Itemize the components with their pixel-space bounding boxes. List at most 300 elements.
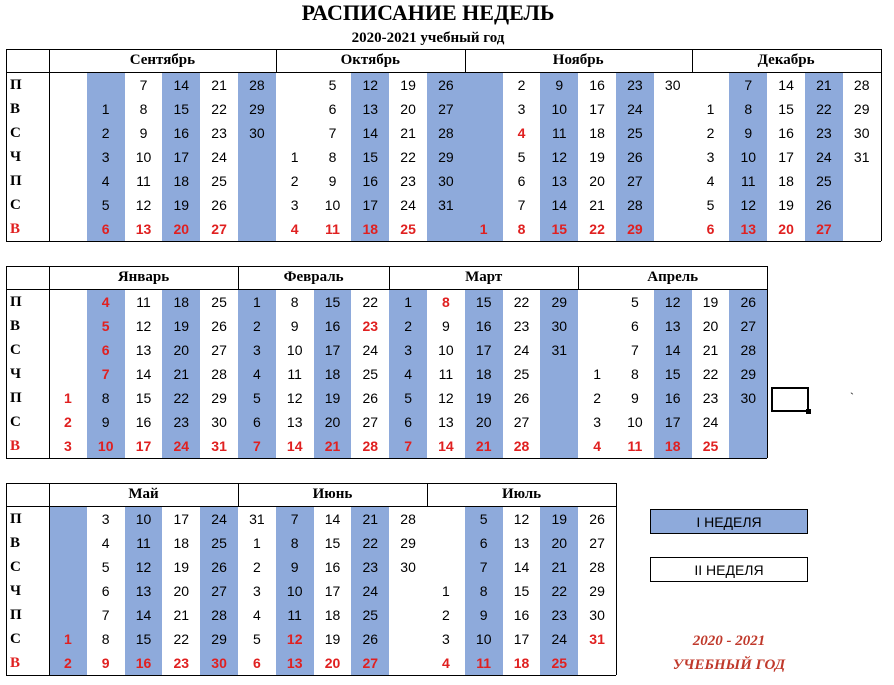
day-cell: 16 [135,655,152,671]
day-cell: 24 [816,149,832,165]
day-cell: 11 [552,125,567,141]
day-cell: 8 [517,221,526,237]
day-cell: 16 [173,125,190,141]
day-cell: 5 [253,390,261,406]
month-divider [578,266,579,289]
day-cell: 31 [249,511,265,527]
day-cell: 31 [853,149,870,165]
day-cell: 10 [475,631,492,647]
day-cell: 9 [479,607,488,623]
day-cell: 4 [442,655,450,671]
day-cell: 19 [551,511,568,527]
table-border-right [767,266,768,458]
day-cell: 15 [551,221,568,237]
day-cell: 24 [400,197,416,213]
day-cell: 18 [475,366,492,382]
weekday-label: П [10,294,22,310]
day-cell: 1 [253,294,261,310]
day-cell: 25 [211,173,227,189]
day-cell: 19 [173,318,190,334]
day-cell: 28 [513,438,530,454]
month-divider [465,49,466,72]
day-cell: 26 [211,197,227,213]
day-cell: 4 [253,607,261,623]
month-header: Октябрь [340,52,400,68]
day-cell: 23 [173,414,190,430]
day-cell: 15 [324,294,341,310]
day-cell: 31 [589,631,605,647]
day-cell: 30 [211,414,227,430]
day-cell: 8 [290,294,299,310]
day-cell: 7 [101,366,110,382]
day-cell: 22 [362,535,379,551]
header-divider [6,72,881,73]
day-cell: 1 [404,294,412,310]
day-cell: 27 [211,583,227,599]
day-cell: 21 [551,559,568,575]
selection-handle[interactable] [806,409,811,414]
day-cell: 1 [706,101,715,117]
day-cell: 25 [816,173,832,189]
day-cell: 9 [442,318,450,334]
day-cell: 4 [593,438,601,454]
day-cell: 17 [173,149,190,165]
day-cell: 13 [664,318,681,334]
day-cell: 24 [702,414,719,430]
day-cell: 21 [816,77,832,93]
weekday-label: В [10,101,21,117]
day-cell: 13 [286,414,303,430]
day-cell: 31 [438,197,454,213]
day-cell: 5 [253,631,261,647]
day-cell: 2 [593,390,601,406]
day-cell: 3 [404,342,412,358]
day-cell: 2 [442,607,450,623]
day-cell: 18 [173,535,190,551]
day-cell: 27 [362,414,379,430]
day-cell: 23 [627,77,643,93]
day-cell: 18 [778,173,794,189]
day-cell: 9 [290,559,299,575]
day-cell: 18 [664,438,681,454]
weekday-label: П [10,390,22,406]
day-cell: 6 [517,173,526,189]
day-cell: 20 [173,221,190,237]
weekday-label: В [10,655,21,671]
day-cell: 28 [400,511,416,527]
day-cell: 20 [400,101,416,117]
day-cell: 29 [400,535,416,551]
day-cell: 10 [740,149,757,165]
day-cell: 3 [517,101,526,117]
day-cell: 29 [740,366,757,382]
day-cell: 15 [778,101,794,117]
day-cell: 20 [475,414,492,430]
legend-week2 [650,557,808,582]
day-cell: 13 [740,221,757,237]
day-cell: 29 [551,294,568,310]
day-cell: 12 [664,294,681,310]
day-cell: 10 [135,511,152,527]
day-cell: 9 [101,414,110,430]
day-cell: 1 [64,631,72,647]
day-cell: 30 [211,655,227,671]
day-cell: 23 [513,318,530,334]
day-cell: 16 [324,318,341,334]
footer-label: УЧЕБНЫЙ ГОД [672,657,786,673]
day-cell: 29 [211,390,227,406]
day-cell: 20 [589,173,605,189]
day-cell: 20 [173,342,190,358]
day-cell: 28 [211,607,227,623]
month-divider [276,49,277,72]
day-cell: 15 [475,294,492,310]
table-border-bottom [6,675,616,676]
stray-mark: ` [850,390,854,404]
day-cell: 22 [362,294,379,310]
day-cell: 22 [816,101,832,117]
day-cell: 2 [101,125,110,141]
table-border-left [6,266,7,458]
day-cell: 3 [101,149,110,165]
weekday-label: Ч [10,583,22,599]
day-cell: 24 [211,149,227,165]
month-divider [238,266,239,289]
day-cell: 16 [362,173,379,189]
day-cell: 14 [664,342,681,358]
page-title: РАСПИСАНИЕ НЕДЕЛЬ [301,0,555,25]
day-cell: 10 [551,101,568,117]
day-cell: 7 [631,342,639,358]
day-cell: 21 [400,125,416,141]
day-cell: 11 [741,173,756,189]
month-header: Июль [501,486,542,502]
day-cell: 25 [513,366,530,382]
day-cell: 7 [479,559,488,575]
day-cell: 3 [101,511,110,527]
day-cell: 16 [664,390,681,406]
day-cell: 16 [324,559,341,575]
day-cell: 29 [438,149,454,165]
day-cell: 12 [135,318,152,334]
month-divider [238,483,239,506]
day-cell: 25 [627,125,643,141]
day-cell: 27 [438,101,454,117]
day-cell: 19 [702,294,719,310]
day-cell: 22 [513,294,530,310]
day-cell: 24 [513,342,530,358]
day-cell: 26 [438,77,454,93]
day-cell: 30 [551,318,568,334]
day-cell: 11 [476,655,492,671]
month-header: Май [128,486,159,502]
day-cell: 24 [173,438,190,454]
day-cell: 9 [139,125,148,141]
day-cell: 7 [744,77,753,93]
day-cell: 3 [706,149,715,165]
day-cell: 9 [328,173,337,189]
month-divider [692,49,693,72]
day-cell: 4 [253,366,261,382]
day-cell: 7 [328,125,337,141]
day-cell: 18 [324,607,341,623]
day-cell: 26 [211,559,227,575]
day-cell: 23 [400,173,416,189]
day-cell: 31 [551,342,568,358]
day-cell: 27 [211,342,227,358]
weekday-label: С [10,125,21,141]
day-cell: 19 [173,197,190,213]
day-cell: 11 [287,366,302,382]
day-cell: 30 [589,607,605,623]
day-cell: 8 [631,366,639,382]
selected-cell[interactable] [771,387,809,412]
day-cell: 6 [631,318,639,334]
day-cell: 19 [324,631,341,647]
day-cell: 14 [362,125,379,141]
day-cell: 19 [324,390,341,406]
day-cell: 6 [706,221,715,237]
day-cell: 7 [517,197,526,213]
day-cell: 7 [404,438,412,454]
day-cell: 23 [551,607,568,623]
day-cell: 13 [362,101,379,117]
month-header: Ноябрь [552,52,604,68]
day-cell: 14 [551,197,568,213]
table-border-top [6,49,881,50]
month-header: Январь [117,269,170,285]
month-header: Декабрь [757,52,815,68]
day-cell: 10 [97,438,114,454]
day-cell: 2 [290,173,299,189]
day-cell: 12 [286,631,303,647]
day-cell: 4 [101,294,110,310]
day-cell: 24 [362,342,379,358]
weekday-label: С [10,414,21,430]
day-cell: 1 [442,583,450,599]
day-cell: 26 [816,197,832,213]
day-cell: 26 [211,318,227,334]
legend-week1 [650,509,808,534]
legend-week2-label: II НЕДЕЛЯ [694,562,764,578]
table-border-bottom [6,458,767,459]
day-cell: 6 [101,221,110,237]
day-cell: 8 [101,631,110,647]
weekday-label: С [10,559,21,575]
day-cell: 14 [135,607,152,623]
day-cell: 5 [706,197,715,213]
day-cell: 1 [253,535,261,551]
day-cell: 21 [362,511,379,527]
day-cell: 8 [101,390,110,406]
day-cell: 17 [664,414,681,430]
day-cell: 15 [173,101,190,117]
day-cell: 1 [290,149,299,165]
day-cell: 13 [135,342,152,358]
weekday-label: В [10,535,21,551]
day-cell: 3 [64,438,72,454]
weekday-label: С [10,197,21,213]
day-cell: 22 [211,101,227,117]
weekday-label: В [10,221,21,237]
day-cell: 13 [135,221,152,237]
day-cell: 9 [101,655,110,671]
day-cell: 22 [702,366,719,382]
month-header: Март [465,269,503,285]
day-cell: 21 [211,77,227,93]
table-border-left [6,49,7,241]
day-cell: 20 [173,583,190,599]
day-cell: 23 [702,390,719,406]
month-header: Сентябрь [129,52,196,68]
day-cell: 12 [362,77,379,93]
day-cell: 28 [211,366,227,382]
footer-year: 2020 - 2021 [692,633,766,649]
day-cell: 8 [442,294,450,310]
day-cell: 13 [286,655,303,671]
day-cell: 23 [211,125,227,141]
weekday-label: С [10,342,21,358]
day-cell: 21 [589,197,605,213]
day-cell: 12 [135,559,152,575]
day-cell: 28 [627,197,643,213]
day-cell: 18 [589,125,605,141]
day-cell: 29 [627,221,643,237]
day-cell: 10 [324,197,341,213]
day-cell: 29 [249,101,265,117]
day-cell: 23 [362,559,379,575]
day-cell: 5 [404,390,412,406]
day-cell: 4 [101,535,110,551]
day-cell: 18 [173,173,190,189]
day-cell: 9 [744,125,753,141]
day-cell: 2 [253,559,261,575]
day-cell: 28 [249,77,265,93]
day-cell: 30 [853,125,870,141]
weekday-divider [49,483,50,675]
header-divider [6,506,616,507]
day-cell: 2 [517,77,526,93]
day-cell: 27 [627,173,643,189]
day-cell: 6 [404,414,412,430]
week1-column [465,73,503,241]
day-cell: 10 [135,149,152,165]
day-cell: 30 [438,173,454,189]
day-cell: 17 [135,438,152,454]
month-divider [389,266,390,289]
day-cell: 16 [778,125,794,141]
day-cell: 13 [551,173,568,189]
day-cell: 6 [253,414,261,430]
day-cell: 17 [778,149,794,165]
day-cell: 17 [173,511,190,527]
day-cell: 27 [589,535,605,551]
day-cell: 10 [438,342,454,358]
day-cell: 7 [253,438,261,454]
day-cell: 14 [438,438,454,454]
day-cell: 22 [173,390,190,406]
weekday-label: С [10,631,21,647]
day-cell: 20 [324,414,341,430]
day-cell: 12 [551,149,568,165]
day-cell: 22 [400,149,416,165]
day-cell: 1 [64,390,72,406]
day-cell: 28 [362,438,379,454]
day-cell: 7 [139,77,148,93]
weekday-label: П [10,607,22,623]
weekday-label: Ч [10,149,22,165]
day-cell: 14 [513,559,530,575]
day-cell: 9 [290,318,299,334]
day-cell: 17 [589,101,605,117]
table-border-top [6,266,767,267]
page-subtitle: 2020-2021 учебный год [351,30,505,46]
day-cell: 14 [173,77,190,93]
day-cell: 10 [627,414,643,430]
day-cell: 2 [64,655,72,671]
day-cell: 15 [135,390,152,406]
day-cell: 20 [778,221,794,237]
day-cell: 11 [136,294,151,310]
day-cell: 8 [479,583,488,599]
day-cell: 27 [362,655,379,671]
day-cell: 21 [702,342,719,358]
day-cell: 11 [325,221,340,237]
day-cell: 24 [551,631,568,647]
day-cell: 9 [555,77,564,93]
day-cell: 6 [101,583,110,599]
day-cell: 6 [101,342,110,358]
day-cell: 30 [740,390,757,406]
day-cell: 25 [211,294,227,310]
day-cell: 10 [286,342,303,358]
day-cell: 25 [551,655,568,671]
day-cell: 30 [664,77,681,93]
day-cell: 19 [778,197,794,213]
day-cell: 29 [589,583,605,599]
day-cell: 24 [362,583,379,599]
day-cell: 13 [135,583,152,599]
day-cell: 3 [253,342,261,358]
day-cell: 14 [135,366,152,382]
day-cell: 3 [442,631,450,647]
day-cell: 14 [286,438,303,454]
day-cell: 23 [362,318,379,334]
day-cell: 15 [362,149,379,165]
day-cell: 5 [631,294,639,310]
month-divider [427,483,428,506]
day-cell: 5 [328,77,337,93]
day-cell: 22 [173,631,190,647]
day-cell: 9 [631,390,639,406]
day-cell: 6 [328,101,337,117]
day-cell: 2 [404,318,412,334]
day-cell: 24 [627,101,643,117]
day-cell: 23 [816,125,832,141]
day-cell: 16 [135,414,152,430]
day-cell: 11 [287,607,302,623]
day-cell: 12 [513,511,530,527]
day-cell: 2 [64,414,72,430]
day-cell: 15 [513,583,530,599]
day-cell: 3 [593,414,601,430]
day-cell: 25 [400,221,416,237]
day-cell: 21 [173,366,190,382]
day-cell: 4 [404,366,412,382]
day-cell: 26 [740,294,757,310]
day-cell: 11 [438,366,454,382]
table-border-top [6,483,616,484]
